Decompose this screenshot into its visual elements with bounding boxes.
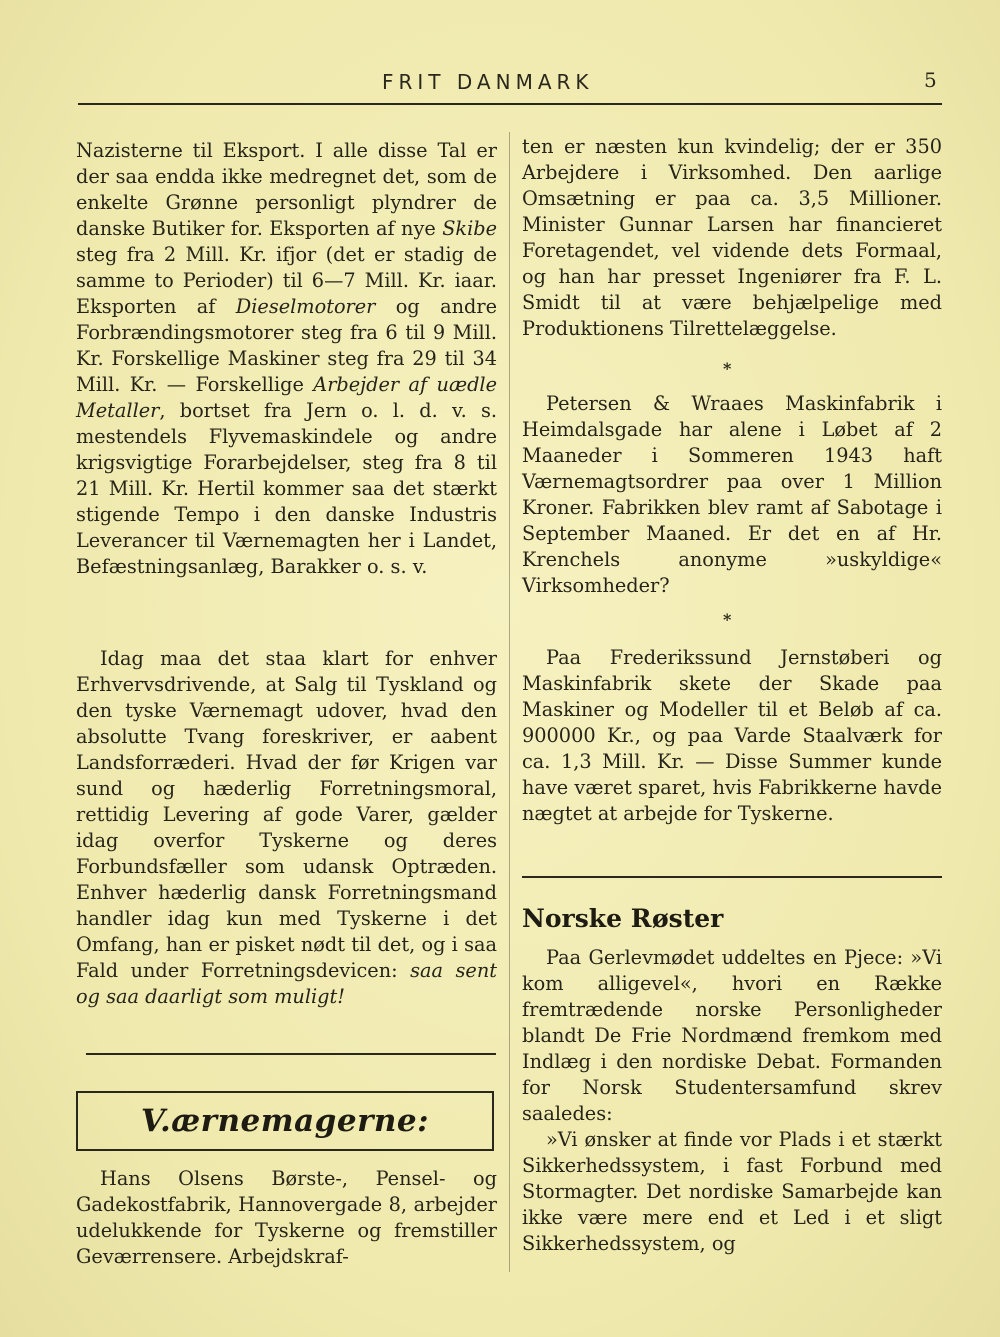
section-rule-left [86, 1053, 496, 1055]
left-column-paragraph-1 [76, 138, 497, 580]
paragraph-text: Petersen & Wraaes Maskinfabrik i Heimdalsgade har alene i Løbet af 2 Maaneder i Sommeren 1943 haft Værnemagtsordrer paa over 1 Million Kroner. Fabrikken blev ramt af Sabotage i September Maaned. Er det en af Hr. Krenchels anonyme »uskyldige« Virksomheder? [522, 392, 942, 597]
asterisk-separator: * [723, 359, 732, 378]
italic-run: Skibe [442, 217, 497, 240]
italic-run: Dieselmotorer [235, 295, 376, 318]
header-rule [78, 103, 942, 105]
paragraph-text: Paa Gerlevmødet uddeltes en Pjece: »Vi kom alligevel«, hvori en Række fremtrædende norske Personligheder blandt De Frie Nordmænd fremkom med Indlæg i den nordiske Debat. Formanden for Norsk Studentersamfund skrev saaledes: [522, 946, 942, 1125]
text-run: , bortset fra Jern o. l. d. v. s. mestendels Flyvemaskindele og andre krigsvigtige Forarbejdelser, steg fra 8 til 21 Mill. Kr. Hertil kommer saa det stærkt stigende Tempo i den danske Industris Leverancer til Værnemagten her i Landet, Befæstningsanlæg, Barakker o. s. v. [76, 399, 497, 578]
right-column-paragraph-1 [522, 134, 942, 342]
column-divider [509, 132, 510, 1272]
paragraph-text: »Vi ønsker at finde vor Plads i et stærkt Sikkerhedssystem, i fast Forbund med Stormagter. Det nordiske Samarbejde kan ikke være mere end et Led i et sligt Sikkerhedssystem, og [522, 1128, 942, 1255]
right-column-paragraph-3 [522, 645, 942, 827]
right-column-paragraph-2 [522, 391, 942, 599]
section-title-box [76, 1091, 494, 1151]
left-column-paragraph-3 [76, 1166, 497, 1270]
section-rule-right [522, 876, 942, 878]
page-header-title: FRIT DANMARK [382, 70, 594, 94]
left-column-paragraph-2 [76, 646, 497, 1010]
text-run: Nazisterne til Eksport. I alle disse Tal er der saa endda ikke medregnet det, som de enkelte Grønne personligt plyndrer de danske Butiker for. Eksporten af nye [76, 139, 497, 240]
text-run: og andre Forbrændingsmotorer steg fra 6 til 9 Mill. Kr. Forskellige Maskiner steg fra 29 til 34 Mill. Kr. — Forskellige [76, 295, 497, 396]
text-run: steg fra 2 Mill. Kr. ifjor (det er stadig de samme to Perioder) til 6—7 Mill. Kr. iaar. Eksporten af [76, 243, 497, 318]
italic-run: Arbejder af uædle Metaller [76, 373, 497, 422]
paragraph-text: Paa Frederikssund Jernstøberi og Maskinfabrik skete der Skade paa Maskiner og Modeller til et Beløb af ca. 900000 Kr., og paa Varde Staalværk for ca. 1,3 Mill. Kr. — Disse Summer kunde have været sparet, hvis Fabrikkerne havde nægtet at arbejde for Tyskerne. [522, 646, 942, 825]
paragraph-text: Hans Olsens Børste-, Pensel- og Gadekostfabrik, Hannovergade 8, arbejder udelukkende for Tyskerne og fremstiller Geværrensere. Arbejdskraf- [76, 1167, 497, 1268]
section-heading-norske-roster: Norske Røster [522, 904, 724, 933]
page-number: 5 [924, 68, 937, 92]
right-column-paragraph-4 [522, 945, 942, 1257]
paragraph-text: ten er næsten kun kvindelig; der er 350 Arbejdere i Virksomhed. Den aarlige Omsætning er paa ca. 3,5 Millioner. Minister Gunnar Larsen har financieret Foretagendet, vel vidende dets Formaal, og han har presset Ingeniører fra F. L. Smidt til at være behjælpelige med Produktionens Tilrettelæggelse. [522, 135, 942, 340]
asterisk-separator: * [723, 610, 732, 629]
text-run: Idag maa det staa klart for enhver Erhvervsdrivende, at Salg til Tyskland og den tyske Værnemagt udover, hvad den absolutte Tvang foreskriver, er aabent Landsforræderi. Hvad der før Krigen var sund og hæderlig Forretningsmoral, rettidig Levering af gode Varer, gælder idag overfor Tyskerne og deres Forbundsfæller som udansk Optræden. Enhver hæderlig dansk Forretningsmand handler idag kun med Tyskerne i det Omfang, han er pisket nødt til det, og i saa Fald under Forretningsdevicen: [76, 647, 497, 982]
section-title-vaernemagerne: V.ærnemagerne: [140, 1103, 430, 1139]
italic-run: saa sent og saa daarligt som muligt! [76, 959, 497, 1008]
